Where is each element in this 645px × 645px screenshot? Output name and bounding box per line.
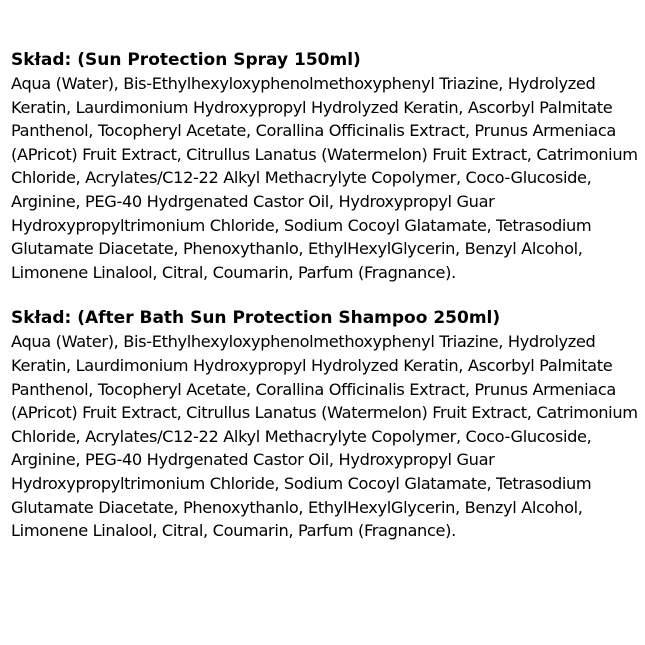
shampoo-ingredients-section <box>11 306 641 542</box>
section-heading: Skład: (After Bath Sun Protection Shampoo 250ml) <box>11 308 501 329</box>
ingredients-text: Aqua (Water), Bis-Ethylhexyloxyphenolmethoxyphenyl Triazine, Hydrolyzed Keratin, Laurdimonium Hydroxypropyl Hydrolyzed Keratin, Ascorbyl Palmitate Panthenol, Tocopheryl Acetate, Corallina Officinalis Extract, Prunus Armeniaca (APricot) Fruit Extract, Citrullus Lanatus (Watermelon) Fruit Extract, Catrimonium Chloride, Acrylates/C12-22 Alkyl Methacrylyte Copolymer, Coco-Glucoside, Arginine, PEG-40 Hydrgenated Castor Oil, Hydroxypropyl Guar Hydroxypropyltrimonium Chloride, Sodium Cocoyl Glatamate, Tetrasodium Glutamate Diacetate, Phenoxythanlo, EthylHexylGlycerin, Benzyl Alcohol, Limonene Linalool, Citral, Coumarin, Parfum (Fragnance). <box>11 74 638 282</box>
ingredients-text: Aqua (Water), Bis-Ethylhexyloxyphenolmethoxyphenyl Triazine, Hydrolyzed Keratin, Laurdimonium Hydroxypropyl Hydrolyzed Keratin, Ascorbyl Palmitate Panthenol, Tocopheryl Acetate, Corallina Officinalis Extract, Prunus Armeniaca (APricot) Fruit Extract, Citrullus Lanatus (Watermelon) Fruit Extract, Catrimonium Chloride, Acrylates/C12-22 Alkyl Methacrylyte Copolymer, Coco-Glucoside, Arginine, PEG-40 Hydrgenated Castor Oil, Hydroxypropyl Guar Hydroxypropyltrimonium Chloride, Sodium Cocoyl Glatamate, Tetrasodium Glutamate Diacetate, Phenoxythanlo, EthylHexylGlycerin, Benzyl Alcohol, Limonene Linalool, Citral, Coumarin, Parfum (Fragnance). <box>11 332 638 541</box>
ingredients-document <box>11 48 641 543</box>
section-heading: Skład: (Sun Protection Spray 150ml) <box>11 50 361 70</box>
spray-ingredients-section <box>11 48 641 284</box>
